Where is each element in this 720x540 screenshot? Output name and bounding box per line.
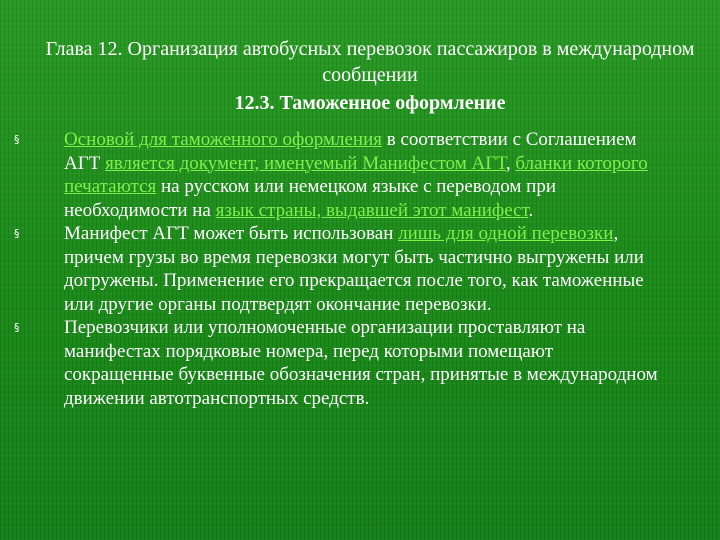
highlighted-text: Основой для таможенного оформления <box>64 129 382 150</box>
text-segment: в соответствии с Соглашением АГТ <box>64 129 637 174</box>
text-segment: , причем грузы во время перевозки могут быть частично выгружены или догружены. Применение его прекращается после того, как таможенные или другие органы подтвердят окончание перевозки. <box>64 223 644 315</box>
chapter-title: Глава 12. Организация автобусных перевозок пассажиров в международном сообщении <box>45 38 695 86</box>
bullet-text <box>64 129 648 221</box>
bullet-item <box>14 222 664 316</box>
text-segment: Перевозчики или уполномоченные организации проставляют на манифестах порядковые номера, перед которыми помещают сокращенные буквенные обозначения стран, принятые в международном движении автотранспортных средств. <box>64 317 658 409</box>
text-segment: . <box>528 199 534 221</box>
highlighted-text: язык страны, выдавшей этот манифест <box>215 199 529 221</box>
bullet-text <box>64 223 644 315</box>
bullet-text <box>64 317 658 409</box>
slide-title <box>40 36 700 116</box>
square-bullet-icon: § <box>14 321 20 334</box>
text-segment: на русском или немецком языке с переводом при необходимости на <box>64 176 556 221</box>
highlighted-text: лишь для одной перевозки <box>398 223 614 244</box>
section-title: 12.3. Таможенное оформление <box>234 92 506 114</box>
highlighted-text: бланки которого <box>515 152 648 174</box>
square-bullet-icon: § <box>14 133 20 146</box>
highlighted-text: печатаются <box>64 176 157 197</box>
text-segment: Манифест АГТ может быть использован <box>64 223 399 244</box>
square-bullet-icon: § <box>14 227 20 240</box>
highlighted-text: является документ, именуемый Манифестом АГТ <box>105 152 506 174</box>
bullet-list <box>14 128 664 410</box>
bullet-item <box>14 316 664 410</box>
text-segment: , <box>505 152 516 174</box>
bullet-item <box>14 128 664 222</box>
